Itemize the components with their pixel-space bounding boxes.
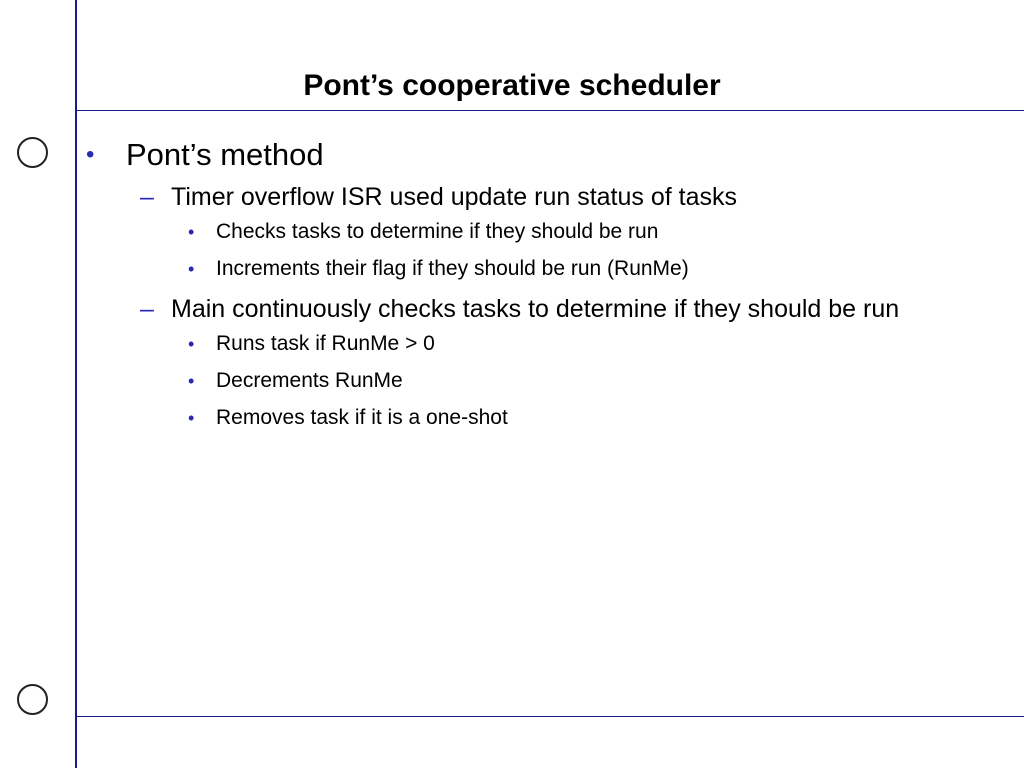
bullet-marker: • — [86, 141, 95, 168]
dash-marker: – — [140, 183, 154, 211]
bullet-removes-task — [86, 404, 946, 432]
bullet-text: Removes task if it is a one-shot — [216, 406, 508, 429]
title-underline-rule — [77, 110, 1024, 111]
slide-body — [86, 136, 946, 441]
bullet-text: Main continuously checks tasks to determine if they should be run — [171, 295, 900, 323]
bullet-increments-flag — [86, 255, 946, 283]
bullet-text: Runs task if RunMe > 0 — [216, 332, 435, 355]
margin-vertical-rule — [75, 0, 77, 768]
bullet-text: Checks tasks to determine if they should be run — [216, 220, 659, 243]
bullet-text: Decrements RunMe — [216, 369, 403, 392]
bullet-timer-overflow — [86, 180, 946, 214]
footer-rule — [77, 716, 1024, 717]
bullet-marker: • — [188, 408, 195, 428]
bullet-marker: • — [188, 334, 195, 354]
bullet-text: Timer overflow ISR used update run status of tasks — [171, 183, 737, 211]
bullet-decrements — [86, 367, 946, 395]
slide-title: Pont’s cooperative scheduler — [303, 69, 721, 102]
bullet-runs-task — [86, 330, 946, 358]
bullet-marker: • — [188, 371, 195, 391]
bullet-checks-tasks — [86, 218, 946, 246]
binder-hole-bottom-icon — [17, 684, 48, 715]
bullet-ponts-method — [86, 136, 946, 174]
dash-marker: – — [140, 295, 154, 323]
bullet-marker: • — [188, 259, 195, 279]
bullet-marker: • — [188, 222, 195, 242]
binder-hole-top-icon — [17, 137, 48, 168]
bullet-text: Increments their flag if they should be run (RunMe) — [216, 257, 689, 280]
bullet-main-checks — [86, 292, 946, 326]
bullet-text: Pont’s method — [126, 137, 324, 172]
